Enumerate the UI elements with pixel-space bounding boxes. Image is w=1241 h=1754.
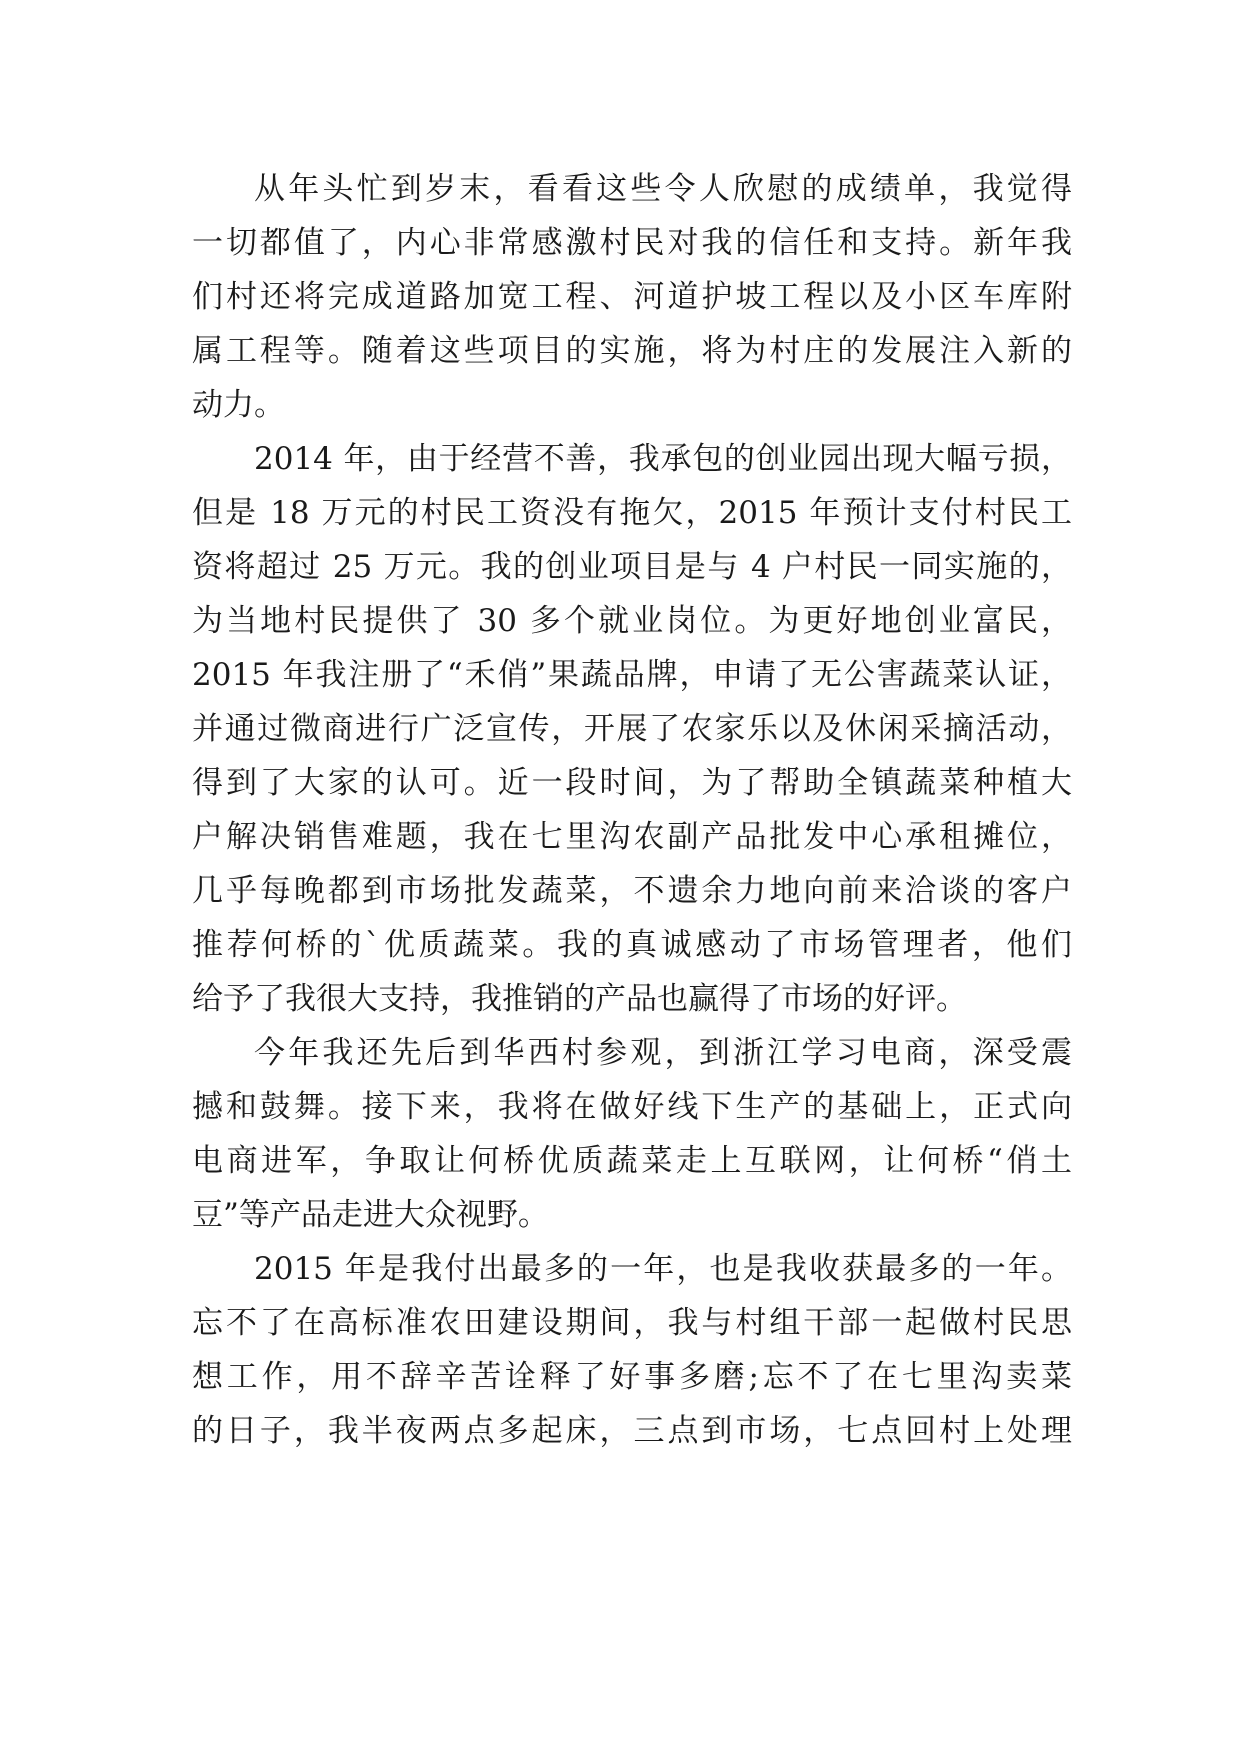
text-line: 电商进军，争取让何桥优质蔬菜走上互联网，让何桥“俏土	[192, 1143, 1072, 1179]
text-line: 豆”等产品走进大众视野。	[192, 1197, 549, 1233]
text-line: 的日子，我半夜两点多起床，三点到市场，七点回村上处理	[192, 1413, 1072, 1449]
text-line: 户解决销售难题，我在七里沟农副产品批发中心承租摊位，	[192, 819, 1072, 855]
text-line: 几乎每晚都到市场批发蔬菜，不遗余力地向前来洽谈的客户	[192, 873, 1072, 909]
text-line: 们村还将完成道路加宽工程、河道护坡工程以及小区车库附	[192, 279, 1072, 315]
text-line: 但是 18 万元的村民工资没有拖欠，2015 年预计支付村民工	[192, 495, 1072, 531]
text-line: 资将超过 25 万元。我的创业项目是与 4 户村民一同实施的，	[192, 549, 1072, 585]
text-line: 给予了我很大支持，我推销的产品也赢得了市场的好评。	[192, 981, 967, 1017]
text-line: 今年我还先后到华西村参观，到浙江学习电商，深受震	[254, 1035, 1072, 1071]
text-line: 属工程等。随着这些项目的实施，将为村庄的发展注入新的	[192, 333, 1072, 369]
text-line: 2015 年我注册了“禾俏”果蔬品牌，申请了无公害蔬菜认证，	[192, 657, 1072, 693]
text-line: 2015 年是我付出最多的一年，也是我收获最多的一年。	[254, 1251, 1072, 1287]
paragraph-1	[192, 162, 1072, 432]
paragraph-3	[192, 1026, 1072, 1242]
text-line: 推荐何桥的`优质蔬菜。我的真诚感动了市场管理者，他们	[192, 927, 1072, 963]
text-line: 想工作，用不辞辛苦诠释了好事多磨;忘不了在七里沟卖菜	[192, 1359, 1072, 1395]
paragraph-4	[192, 1242, 1072, 1458]
text-line: 2014 年，由于经营不善，我承包的创业园出现大幅亏损，	[254, 441, 1072, 477]
text-line: 得到了大家的认可。近一段时间，为了帮助全镇蔬菜种植大	[192, 765, 1072, 801]
text-line: 从年头忙到岁末，看看这些令人欣慰的成绩单，我觉得	[254, 171, 1072, 207]
text-line: 撼和鼓舞。接下来，我将在做好线下生产的基础上，正式向	[192, 1089, 1072, 1125]
text-line: 动力。	[192, 387, 285, 423]
text-line: 并通过微商进行广泛宣传，开展了农家乐以及休闲采摘活动，	[192, 711, 1072, 747]
text-line: 忘不了在高标准农田建设期间，我与村组干部一起做村民思	[192, 1305, 1072, 1341]
text-line: 为当地村民提供了 30 多个就业岗位。为更好地创业富民，	[192, 603, 1072, 639]
text-line: 一切都值了，内心非常感激村民对我的信任和支持。新年我	[192, 225, 1072, 261]
paragraph-2	[192, 432, 1072, 1026]
document-body	[192, 162, 1072, 1458]
